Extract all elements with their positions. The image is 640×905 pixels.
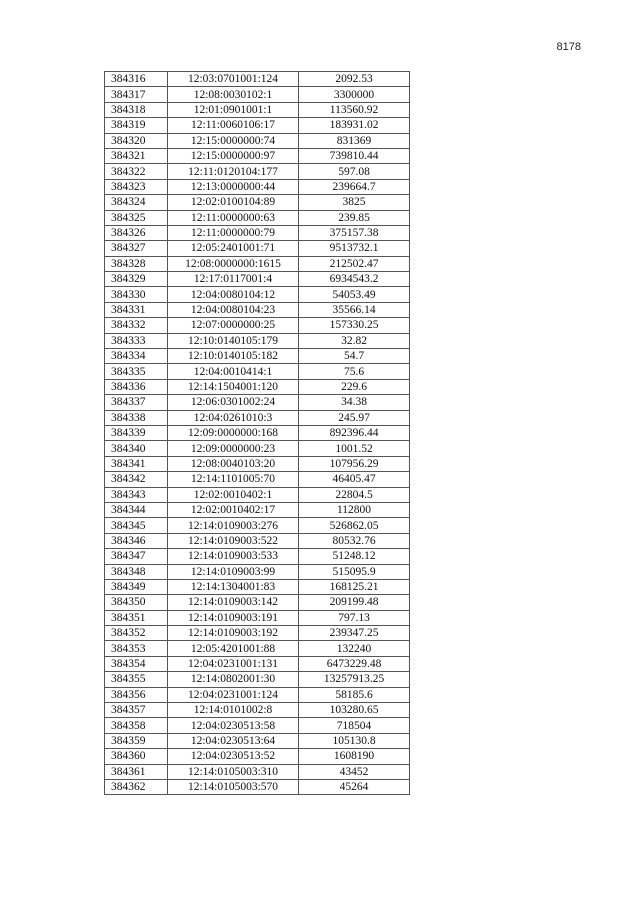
row-id-cell: 384334 (105, 349, 168, 364)
value-cell: 597.08 (299, 164, 410, 179)
table-row (105, 764, 410, 779)
value-cell: 13257913.25 (299, 672, 410, 687)
table-row (105, 148, 410, 163)
value-cell: 1608190 (299, 749, 410, 764)
cadastral-number-cell: 12:14:0105003:310 (168, 764, 299, 779)
value-cell: 112800 (299, 502, 410, 517)
table-row (105, 487, 410, 502)
row-id-cell: 384355 (105, 672, 168, 687)
value-cell: 35566.14 (299, 302, 410, 317)
table-row (105, 672, 410, 687)
cadastral-number-cell: 12:04:0230513:58 (168, 718, 299, 733)
row-id-cell: 384324 (105, 195, 168, 210)
row-id-cell: 384362 (105, 779, 168, 794)
row-id-cell: 384359 (105, 733, 168, 748)
table-row (105, 718, 410, 733)
value-cell: 6473229.48 (299, 656, 410, 671)
row-id-cell: 384316 (105, 72, 168, 87)
table-row (105, 749, 410, 764)
table-row (105, 179, 410, 194)
table-row (105, 333, 410, 348)
table-row (105, 133, 410, 148)
cadastral-number-cell: 12:14:0109003:522 (168, 533, 299, 548)
row-id-cell: 384328 (105, 256, 168, 271)
value-cell: 168125.21 (299, 579, 410, 594)
cadastral-number-cell: 12:10:0140105:182 (168, 349, 299, 364)
value-cell: 2092.53 (299, 72, 410, 87)
value-cell: 34.38 (299, 395, 410, 410)
row-id-cell: 384358 (105, 718, 168, 733)
value-cell: 46405.47 (299, 472, 410, 487)
table-row (105, 549, 410, 564)
table-row (105, 533, 410, 548)
value-cell: 107956.29 (299, 456, 410, 471)
table-row (105, 318, 410, 333)
value-cell: 212502.47 (299, 256, 410, 271)
value-cell: 183931.02 (299, 118, 410, 133)
value-cell: 239347.25 (299, 626, 410, 641)
value-cell: 105130.8 (299, 733, 410, 748)
cadastral-number-cell: 12:02:0010402:1 (168, 487, 299, 502)
cadastral-number-cell: 12:15:0000000:74 (168, 133, 299, 148)
value-cell: 113560.92 (299, 102, 410, 117)
value-cell: 157330.25 (299, 318, 410, 333)
value-cell: 32.82 (299, 333, 410, 348)
cadastral-number-cell: 12:14:0109003:533 (168, 549, 299, 564)
value-cell: 718504 (299, 718, 410, 733)
value-cell: 229.6 (299, 379, 410, 394)
table-row (105, 779, 410, 794)
value-cell: 515095.9 (299, 564, 410, 579)
row-id-cell: 384360 (105, 749, 168, 764)
row-id-cell: 384323 (105, 179, 168, 194)
table-row (105, 626, 410, 641)
row-id-cell: 384329 (105, 272, 168, 287)
cadastral-number-cell: 12:05:2401001:71 (168, 241, 299, 256)
cadastral-number-cell: 12:02:0010402:17 (168, 502, 299, 517)
row-id-cell: 384343 (105, 487, 168, 502)
table-row (105, 241, 410, 256)
cadastral-number-cell: 12:14:1504001:120 (168, 379, 299, 394)
cadastral-number-cell: 12:14:0802001:30 (168, 672, 299, 687)
value-cell: 54.7 (299, 349, 410, 364)
cadastral-number-cell: 12:14:0109003:276 (168, 518, 299, 533)
cadastral-number-cell: 12:05:4201001:88 (168, 641, 299, 656)
table-row (105, 349, 410, 364)
cadastral-number-cell: 12:04:0231001:124 (168, 687, 299, 702)
cadastral-number-cell: 12:04:0080104:23 (168, 302, 299, 317)
table-row (105, 687, 410, 702)
value-cell: 54053.49 (299, 287, 410, 302)
value-cell: 245.97 (299, 410, 410, 425)
row-id-cell: 384335 (105, 364, 168, 379)
row-id-cell: 384354 (105, 656, 168, 671)
value-cell: 239664.7 (299, 179, 410, 194)
table-row (105, 410, 410, 425)
row-id-cell: 384336 (105, 379, 168, 394)
row-id-cell: 384348 (105, 564, 168, 579)
row-id-cell: 384356 (105, 687, 168, 702)
cadastral-number-cell: 12:11:0000000:79 (168, 225, 299, 240)
value-cell: 103280.65 (299, 703, 410, 718)
value-cell: 22804.5 (299, 487, 410, 502)
cadastral-number-cell: 12:02:0100104:89 (168, 195, 299, 210)
cadastral-number-cell: 12:09:0000000:168 (168, 425, 299, 440)
value-cell: 51248.12 (299, 549, 410, 564)
value-cell: 209199.48 (299, 595, 410, 610)
value-cell: 9513732.1 (299, 241, 410, 256)
row-id-cell: 384340 (105, 441, 168, 456)
table-row (105, 656, 410, 671)
table-row (105, 703, 410, 718)
table-row (105, 210, 410, 225)
table-row (105, 595, 410, 610)
table-body (105, 72, 410, 795)
cadastral-number-cell: 12:01:0901001:1 (168, 102, 299, 117)
table-row (105, 195, 410, 210)
cadastral-number-cell: 12:04:0010414:1 (168, 364, 299, 379)
row-id-cell: 384322 (105, 164, 168, 179)
row-id-cell: 384344 (105, 502, 168, 517)
cadastral-number-cell: 12:15:0000000:97 (168, 148, 299, 163)
cadastral-number-cell: 12:06:0301002:24 (168, 395, 299, 410)
table-row (105, 364, 410, 379)
cadastral-number-cell: 12:08:0030102:1 (168, 87, 299, 102)
row-id-cell: 384326 (105, 225, 168, 240)
cadastral-number-cell: 12:04:0230513:52 (168, 749, 299, 764)
cadastral-number-cell: 12:11:0000000:63 (168, 210, 299, 225)
cadastral-number-cell: 12:17:0117001:4 (168, 272, 299, 287)
table-row (105, 425, 410, 440)
value-cell: 739810.44 (299, 148, 410, 163)
value-cell: 239.85 (299, 210, 410, 225)
value-cell: 3300000 (299, 87, 410, 102)
table-row (105, 287, 410, 302)
row-id-cell: 384346 (105, 533, 168, 548)
table-row (105, 379, 410, 394)
cadastral-number-cell: 12:10:0140105:179 (168, 333, 299, 348)
row-id-cell: 384320 (105, 133, 168, 148)
cadastral-number-cell: 12:14:0109003:99 (168, 564, 299, 579)
value-cell: 43452 (299, 764, 410, 779)
row-id-cell: 384353 (105, 641, 168, 656)
value-cell: 58185.6 (299, 687, 410, 702)
cadastral-number-cell: 12:14:1101005:70 (168, 472, 299, 487)
value-cell: 375157.38 (299, 225, 410, 240)
cadastral-number-cell: 12:14:1304001:83 (168, 579, 299, 594)
row-id-cell: 384345 (105, 518, 168, 533)
cadastral-number-cell: 12:07:0000000:25 (168, 318, 299, 333)
table-row (105, 472, 410, 487)
table-row (105, 87, 410, 102)
cadastral-number-cell: 12:04:0080104:12 (168, 287, 299, 302)
value-cell: 797.13 (299, 610, 410, 625)
row-id-cell: 384332 (105, 318, 168, 333)
value-cell: 80532.76 (299, 533, 410, 548)
table-row (105, 441, 410, 456)
table-row (105, 256, 410, 271)
row-id-cell: 384319 (105, 118, 168, 133)
row-id-cell: 384342 (105, 472, 168, 487)
row-id-cell: 384338 (105, 410, 168, 425)
value-cell: 1001.52 (299, 441, 410, 456)
row-id-cell: 384349 (105, 579, 168, 594)
value-cell: 132240 (299, 641, 410, 656)
cadastral-number-cell: 12:14:0101002:8 (168, 703, 299, 718)
value-cell: 6934543.2 (299, 272, 410, 287)
cadastral-number-cell: 12:04:0231001:131 (168, 656, 299, 671)
row-id-cell: 384350 (105, 595, 168, 610)
row-id-cell: 384317 (105, 87, 168, 102)
value-cell: 831369 (299, 133, 410, 148)
value-cell: 892396.44 (299, 425, 410, 440)
row-id-cell: 384330 (105, 287, 168, 302)
table-row (105, 302, 410, 317)
cadastral-number-cell: 12:04:0261010:3 (168, 410, 299, 425)
table-row (105, 225, 410, 240)
row-id-cell: 384333 (105, 333, 168, 348)
row-id-cell: 384331 (105, 302, 168, 317)
cadastral-number-cell: 12:14:0109003:192 (168, 626, 299, 641)
table-row (105, 118, 410, 133)
cadastral-number-cell: 12:14:0109003:191 (168, 610, 299, 625)
page-number: 8178 (556, 41, 581, 53)
table-row (105, 518, 410, 533)
value-cell: 526862.05 (299, 518, 410, 533)
cadastral-number-cell: 12:08:0000000:1615 (168, 256, 299, 271)
row-id-cell: 384337 (105, 395, 168, 410)
table-row (105, 456, 410, 471)
value-cell: 3825 (299, 195, 410, 210)
table-row (105, 395, 410, 410)
cadastral-number-cell: 12:11:0060106:17 (168, 118, 299, 133)
table-row (105, 72, 410, 87)
table-row (105, 579, 410, 594)
row-id-cell: 384318 (105, 102, 168, 117)
cadastral-number-cell: 12:13:0000000:44 (168, 179, 299, 194)
table-row (105, 610, 410, 625)
row-id-cell: 384327 (105, 241, 168, 256)
cadastral-number-cell: 12:09:0000000:23 (168, 441, 299, 456)
table-row (105, 502, 410, 517)
table-row (105, 733, 410, 748)
cadastral-number-cell: 12:04:0230513:64 (168, 733, 299, 748)
row-id-cell: 384357 (105, 703, 168, 718)
value-cell: 45264 (299, 779, 410, 794)
row-id-cell: 384361 (105, 764, 168, 779)
cadastral-number-cell: 12:11:0120104:177 (168, 164, 299, 179)
table-row (105, 272, 410, 287)
table-row (105, 641, 410, 656)
table-row (105, 164, 410, 179)
cadastral-number-cell: 12:14:0105003:570 (168, 779, 299, 794)
row-id-cell: 384339 (105, 425, 168, 440)
cadastral-number-cell: 12:03:0701001:124 (168, 72, 299, 87)
table-row (105, 102, 410, 117)
data-table (104, 71, 410, 795)
cadastral-number-cell: 12:08:0040103:20 (168, 456, 299, 471)
cadastral-number-cell: 12:14:0109003:142 (168, 595, 299, 610)
row-id-cell: 384352 (105, 626, 168, 641)
table-row (105, 564, 410, 579)
value-cell: 75.6 (299, 364, 410, 379)
row-id-cell: 384325 (105, 210, 168, 225)
row-id-cell: 384347 (105, 549, 168, 564)
row-id-cell: 384341 (105, 456, 168, 471)
row-id-cell: 384321 (105, 148, 168, 163)
row-id-cell: 384351 (105, 610, 168, 625)
